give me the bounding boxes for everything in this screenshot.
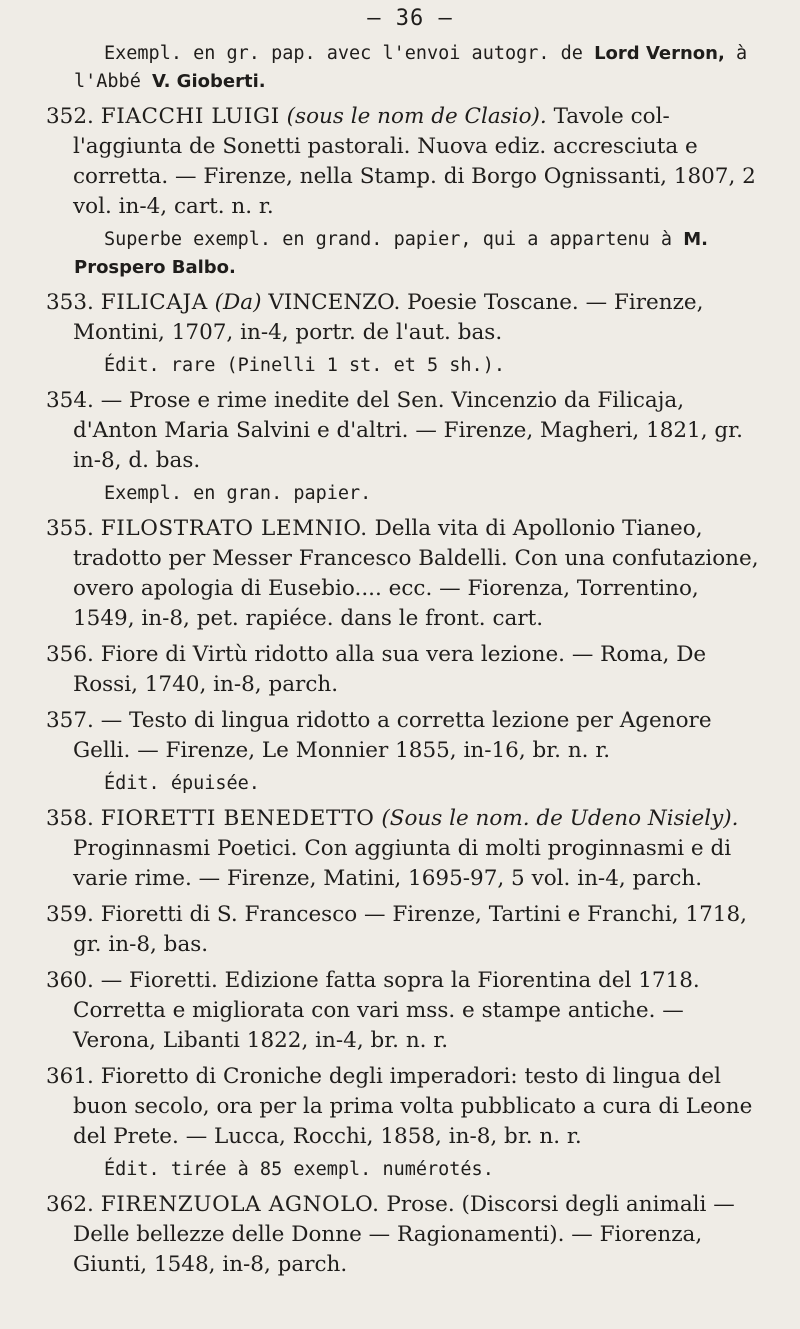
entry-text: — Testo di lingua ridotto a corretta lezione per Agenore Gelli. — Firenze, Le Monnier 1855, in-16, br. n. r. — [73, 708, 712, 763]
entry-author: FIRENZUOLA AGNOLO. — [100, 1192, 380, 1217]
page-number: — 36 — — [367, 6, 453, 31]
entry-number: 352. — [46, 104, 94, 129]
entry-362 — [46, 1190, 760, 1280]
entry-number: 360. — [46, 968, 94, 993]
entry-358 — [46, 804, 760, 894]
owner-name: Lord Vernon, — [594, 43, 725, 64]
entry-355 — [46, 514, 760, 634]
entry-number: 354. — [46, 388, 94, 413]
entry-353 — [46, 288, 760, 348]
entry-352-note — [46, 226, 760, 282]
entry-number: 355. — [46, 516, 94, 541]
entry-text: Fioretti di S. Francesco — Firenze, Tartini e Franchi, 1718, gr. in-8, bas. — [73, 902, 747, 957]
entry-text: Prose. (Discorsi degli animali — Delle bellezze delle Donne — Ragionamenti). — Fiorenza, Giunti, 1548, in-8, parch. — [73, 1192, 735, 1277]
entry-number: 361. — [46, 1064, 94, 1089]
entry-text: Proginnasmi Poetici. Con aggiunta di molti proginnasmi e di varie rime. — Firenze, Matini, 1695-97, 5 vol. in-4, parch. — [73, 836, 732, 891]
entry-354 — [46, 386, 760, 476]
entry-352 — [46, 102, 760, 222]
note-text: Exempl. en gr. pap. avec l'envoi autogr. de — [104, 43, 595, 64]
entry-351-note — [46, 40, 760, 96]
note-text: à l'Abbé — [74, 43, 748, 92]
entry-pseudonym: (Sous le nom. de Udeno Nisiely). — [381, 806, 739, 831]
entry-text: — Fioretti. Edizione fatta sopra la Fiorentina del 1718. Corretta e migliorata con vari mss. e stampe antiche. — Verona, Libanti 1822, in-4, br. n. r. — [73, 968, 700, 1053]
entry-number: 353. — [46, 290, 94, 315]
entry-text: VINCENZO. Poesie Toscane. — Firenze, Montini, 1707, in-4, portr. de l'aut. bas. — [73, 290, 704, 345]
entry-360 — [46, 966, 760, 1056]
entry-author: FILICAJA — [100, 290, 208, 315]
owner-name: M. Prospero Balbo. — [74, 229, 708, 278]
owner-name: V. Gioberti. — [151, 71, 266, 92]
entry-text: — Prose e rime inedite del Sen. Vincenzio da Filicaja, d'Anton Maria Salvini e d'altri. — Firenze, Magheri, 1821, gr. in-8, d. bas. — [73, 388, 743, 473]
note-text: Superbe exempl. en grand. papier, qui a appartenu à — [104, 229, 684, 250]
entry-354-note: Exempl. en gran. papier. — [104, 483, 372, 504]
entry-pseudonym: (sous le nom de Clasio). — [286, 104, 547, 129]
entry-361 — [46, 1062, 760, 1152]
entry-text: Tavole col-l'aggiunta de Sonetti pastorali. Nuova ediz. accresciuta e corretta. — Firenze, nella Stamp. di Borgo Ognissanti, 1807, 2 vol. in-4, cart. n. r. — [73, 104, 756, 219]
entry-number: 362. — [46, 1192, 94, 1217]
entry-text: Fiore di Virtù ridotto alla sua vera lezione. — Roma, De Rossi, 1740, in-8, parch. — [73, 642, 707, 697]
entry-number: 356. — [46, 642, 94, 667]
entry-359 — [46, 900, 760, 960]
entry-author: FILOSTRATO LEMNIO. — [100, 516, 368, 541]
entry-number: 358. — [46, 806, 94, 831]
entry-pseudonym: (Da) — [214, 290, 262, 315]
entry-author: FIORETTI BENEDETTO — [100, 806, 375, 831]
entry-357 — [46, 706, 760, 766]
entry-356 — [46, 640, 760, 700]
entry-text: Della vita di Apollonio Tianeo, tradotto per Messer Francesco Baldelli. Con una confutazione, overo apologia di Eusebio.... ecc. — Fiorenza, Torrentino, 1549, in-8, pet. rapiéce. dans le front. cart. — [73, 516, 759, 631]
entry-number: 357. — [46, 708, 94, 733]
catalogue-entries — [46, 40, 760, 1280]
entry-author: FIACCHI LUIGI — [100, 104, 280, 129]
entry-361-note: Édit. tirée à 85 exempl. numérotés. — [104, 1159, 494, 1180]
entry-number: 359. — [46, 902, 94, 927]
entry-text: Fioretto di Croniche degli imperadori: testo di lingua del buon secolo, ora per la prima volta pubblicato a cura di Leone del Prete. — Lucca, Rocchi, 1858, in-8, br. n. r. — [73, 1064, 753, 1149]
entry-357-note: Édit. épuisée. — [104, 773, 260, 794]
entry-353-note: Édit. rare (Pinelli 1 st. et 5 sh.). — [104, 355, 505, 376]
